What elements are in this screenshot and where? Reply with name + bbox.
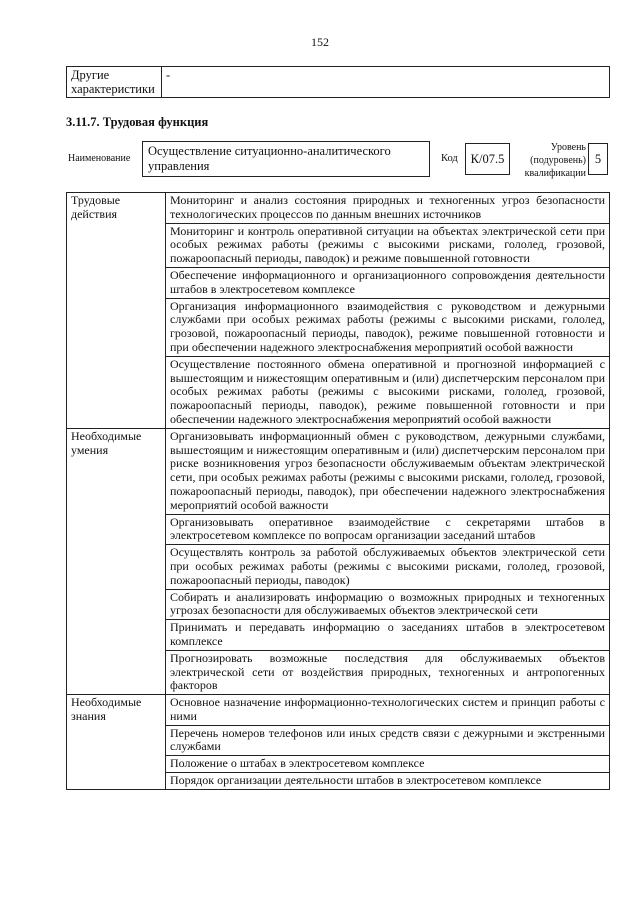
group-label-cell	[67, 298, 166, 356]
table-row	[67, 67, 610, 98]
code-label: Код	[441, 153, 458, 164]
labor-function-table	[66, 192, 610, 790]
group-label-cell	[67, 223, 166, 267]
table-cell-item: Организовывать информационный обмен с руководством, дежурными службами, вышестоящим и нижестоящим оперативным и (или) диспетчерским персоналом при риске возникновения угроз безопасности обслуживаемым объектам электрической сети, при особых режимах работы (режимы с высокими рисками, гололед, грозовой, пожароопасный периоды, паводок), при обеспечении надежного электроснабжения мероприятий особой важности	[166, 428, 610, 514]
table-cell-item: Порядок организации деятельности штабов в электросетевом комплексе	[166, 773, 610, 790]
group-label-cell	[67, 545, 166, 589]
table-row	[67, 428, 610, 514]
table-row	[67, 725, 610, 756]
table-row	[67, 514, 610, 545]
code-value: К/07.5	[465, 143, 510, 175]
group-label-cell	[67, 589, 166, 620]
page-number: 152	[311, 35, 329, 49]
table-cell-item: Прогнозировать возможные последствия для обслуживаемых объектов электрической сети от воздействия природных, техногенных и антропогенных факторов	[166, 650, 610, 694]
table-row	[67, 267, 610, 298]
group-label-cell	[67, 773, 166, 790]
group-label-cell	[67, 756, 166, 773]
table-cell-item: Принимать и передавать информацию о заседаниях штабов в электросетевом комплексе	[166, 620, 610, 651]
table-cell-item: Мониторинг и контроль оперативной ситуации на объектах электрической сети при особых режимах работы (режимы с высокими рисками, гололед, грозовой, пожароопасный периоды, паводок) и режиме повышенной готовности	[166, 223, 610, 267]
group-label-required-knowledge: Необходимые знания	[67, 695, 166, 726]
table-row	[67, 356, 610, 428]
table-row	[67, 223, 610, 267]
name-label: Наименование	[68, 153, 131, 164]
group-label-cell	[67, 620, 166, 651]
table-cell-item: Мониторинг и анализ состояния природных и техногенных угроз безопасности технологических процессов по данным внешних источников	[166, 193, 610, 224]
group-label-labor-actions: Трудовые действия	[67, 193, 166, 224]
name-value: Осуществление ситуационно-аналитического управления	[142, 141, 430, 177]
table-row	[67, 773, 610, 790]
table-cell-item: Организовывать оперативное взаимодействие с секретарями штабов в электросетевом комплексе по вопросам организации заседаний штабов	[166, 514, 610, 545]
table-row	[67, 620, 610, 651]
labor-function-table-body	[67, 193, 610, 790]
table-row	[67, 756, 610, 773]
table-row	[67, 545, 610, 589]
table-row	[67, 589, 610, 620]
table-row	[67, 695, 610, 726]
table-row	[67, 298, 610, 356]
group-label-required-skills: Необходимые умения	[67, 428, 166, 514]
table-cell-item: Собирать и анализировать информацию о возможных природных и техногенных угрозах безопасности для обслуживаемых объектов электрической сети	[166, 589, 610, 620]
other-characteristics-label: Другие характеристики	[67, 67, 162, 98]
table-row	[67, 193, 610, 224]
table-cell-item: Основное назначение информационно-технологических систем и принцип работы с ними	[166, 695, 610, 726]
qualification-level-value: 5	[588, 143, 608, 175]
other-characteristics-value: -	[162, 67, 610, 98]
other-characteristics-table	[66, 66, 610, 98]
group-label-cell	[67, 356, 166, 428]
table-cell-item: Осуществлять контроль за работой обслуживаемых объектов электрической сети при особых режимах работы (режимы с высокими рисками, гололед, грозовой, пожароопасный периоды, паводок)	[166, 545, 610, 589]
table-cell-item: Обеспечение информационного и организационного сопровождения деятельности штабов в электросетевом комплексе	[166, 267, 610, 298]
table-row	[67, 650, 610, 694]
qualification-level-label: Уровень (подуровень) квалификации	[524, 142, 586, 179]
group-label-cell	[67, 514, 166, 545]
table-cell-item: Перечень номеров телефонов или иных средств связи с дежурными и экстренными службами	[166, 725, 610, 756]
table-cell-item: Положение о штабах в электросетевом комплексе	[166, 756, 610, 773]
group-label-cell	[67, 267, 166, 298]
section-title: 3.11.7. Трудовая функция	[66, 115, 209, 129]
table-cell-item: Осуществление постоянного обмена оперативной и прогнозной информацией с вышестоящим и нижестоящим оперативным и (или) диспетчерским персоналом при особых режимах работы (режимы с высокими рисками, гололед, грозовой, пожароопасный периоды, паводок), режиме повышенной готовности и при обеспечении надежного электроснабжения мероприятий особой важности	[166, 356, 610, 428]
group-label-cell	[67, 650, 166, 694]
table-cell-item: Организация информационного взаимодействия с руководством и дежурными службами при особых режимах работы (режимы с высокими рисками, гололед, грозовой, пожароопасный периоды, паводок), режиме повышенной готовности и при обеспечении надежного электроснабжения мероприятий особой важности	[166, 298, 610, 356]
group-label-cell	[67, 725, 166, 756]
